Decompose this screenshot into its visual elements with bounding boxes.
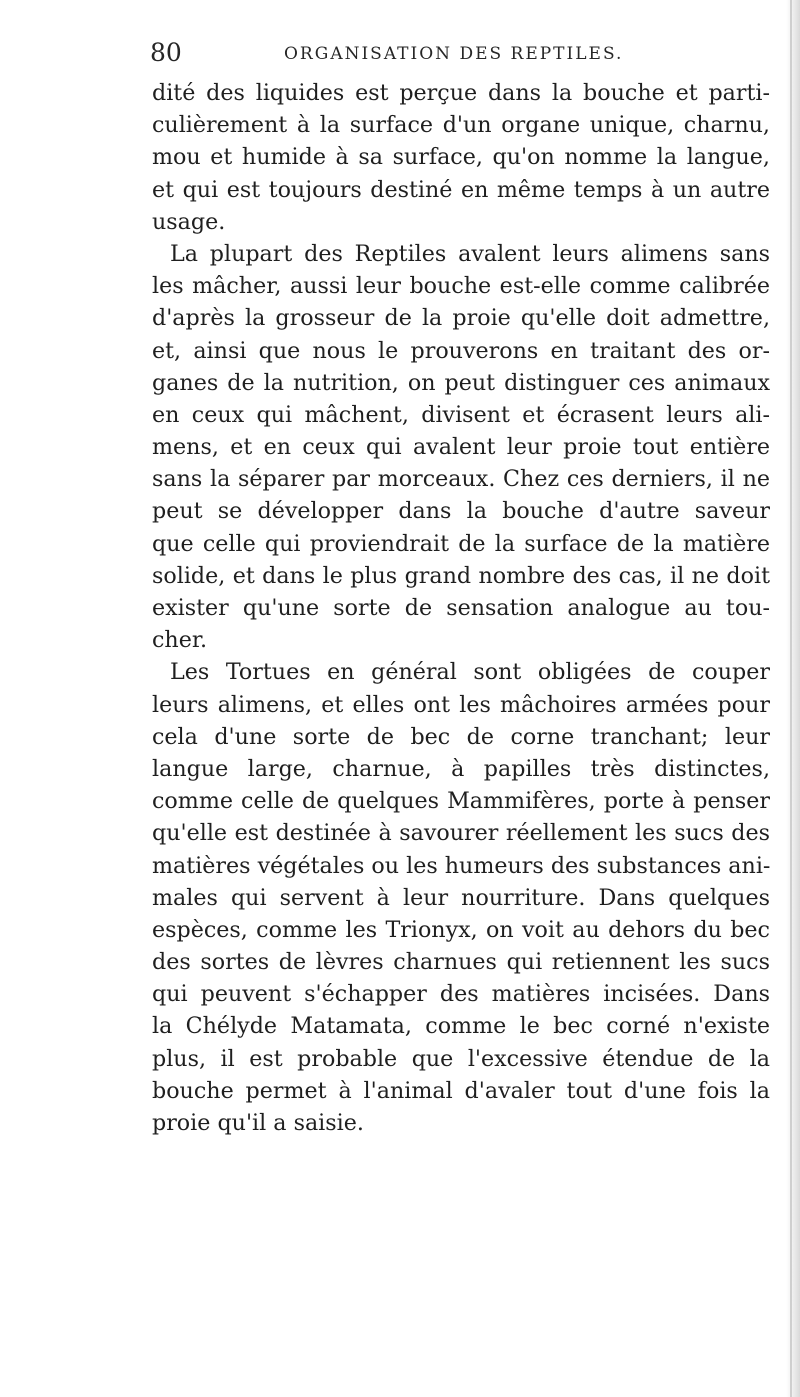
page-number: 80 xyxy=(150,38,182,67)
text-line: mens, et en ceux qui avalent leur proie tout entière xyxy=(152,434,770,461)
text-line: mou et humide à sa surface, qu'on nomme la langue, xyxy=(152,144,770,171)
text-line: d'après la grosseur de la proie qu'elle doit admettre, xyxy=(152,305,770,332)
text-line: sans la séparer par morceaux. Chez ces derniers, il ne xyxy=(152,466,770,493)
text-line: cela d'une sorte de bec de corne tranchant; leur xyxy=(152,723,770,750)
running-title: ORGANISATION DES REPTILES. xyxy=(284,44,624,64)
text-line: males qui servent à leur nourriture. Dans quelques xyxy=(152,884,770,911)
text-line: la Chélyde Matamata, comme le bec corné n'existe xyxy=(152,1013,770,1040)
text-line: plus, il est probable que l'excessive étendue de la xyxy=(152,1045,770,1072)
text-line: culièrement à la surface d'un organe unique, charnu, xyxy=(152,112,770,139)
text-line: cher. xyxy=(152,627,208,654)
text-line: langue large, charnue, à papilles très distinctes, xyxy=(152,755,770,782)
text-line: comme celle de quelques Mammifères, porte à penser xyxy=(152,788,770,815)
text-line: et qui est toujours destiné en même temps à un autre xyxy=(152,176,770,203)
text-line: proie qu'il a saisie. xyxy=(152,1110,364,1136)
page-gutter-shadow xyxy=(786,0,800,1397)
text-line: solide, et dans le plus grand nombre des cas, il ne doit xyxy=(152,562,770,589)
text-line: dité des liquides est perçue dans la bouche et parti- xyxy=(152,80,770,106)
text-line: espèces, comme les Trionyx, on voit au dehors du bec xyxy=(152,916,770,943)
text-line: leurs alimens, et elles ont les mâchoires armées pour xyxy=(152,691,770,718)
body-text xyxy=(152,77,770,1139)
text-line: qu'elle est destinée à savourer réellement les sucs des xyxy=(152,820,770,847)
text-line: ganes de la nutrition, on peut distinguer ces animaux xyxy=(152,369,770,396)
text-line: qui peuvent s'échapper des matières incisées. Dans xyxy=(152,981,770,1008)
text-line: que celle qui proviendrait de la surface de la matière xyxy=(152,530,770,557)
text-line: La plupart des Reptiles avalent leurs alimens sans xyxy=(170,240,770,267)
text-line: bouche permet à l'animal d'avaler tout d'une fois la xyxy=(152,1077,770,1104)
page-header xyxy=(150,38,770,68)
text-line: des sortes de lèvres charnues qui retiennent les sucs xyxy=(152,949,770,976)
page-edge-line xyxy=(790,0,792,1397)
text-line: en ceux qui mâchent, divisent et écrasent leurs ali- xyxy=(152,401,770,428)
text-line: et, ainsi que nous le prouverons en traitant des or- xyxy=(152,337,770,364)
text-line: les mâcher, aussi leur bouche est-elle comme calibrée xyxy=(152,273,770,300)
text-line: exister qu'une sorte de sensation analogue au tou- xyxy=(152,595,770,621)
text-line: Les Tortues en général sont obligées de couper xyxy=(170,659,770,686)
text-line: usage. xyxy=(152,208,226,235)
text-line: matières végétales ou les humeurs des substances ani- xyxy=(152,852,770,879)
text-line: peut se développer dans la bouche d'autre saveur xyxy=(152,498,770,525)
